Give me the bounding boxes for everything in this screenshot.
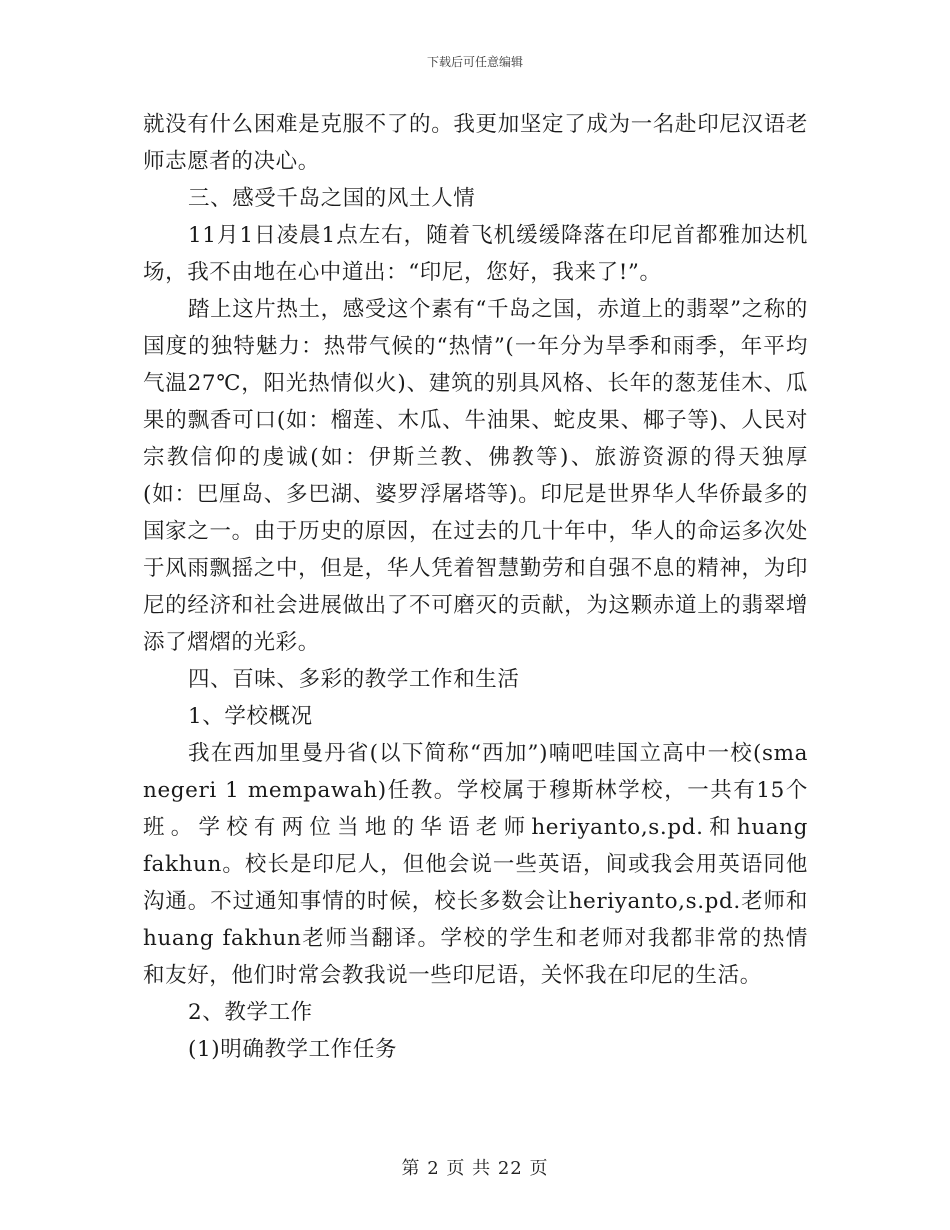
- page-footer: 第 2 页 共 22 页: [401, 1158, 549, 1179]
- subsection-heading: (1)明确教学工作任务: [188, 1037, 398, 1062]
- paragraph: 我在西加里曼丹省(以下简称“西加”)喃吧哇国立高中一校(sma negeri 1 mempawah)任教。学校属于穆斯林学校，一共有15个班。学校有两位当地的华语老师heriyanto,s.pd.和huang fakhun。校长是印尼人，但他会说一些英语，间或我会用英语同他沟通。不过通知事情的时候，校长多数会让heriyanto,s.pd.老师和huang fakhun老师当翻译。学校的学生和老师对我都非常的热情和友好，他们时常会教我说一些印尼语，关怀我在印尼的生活。: [143, 741, 808, 988]
- page-header: 下载后可任意编辑: [426, 55, 523, 69]
- section-heading: 三、感受千岛之国的风土人情: [188, 186, 476, 211]
- section-heading: 四、百味、多彩的教学工作和生活: [188, 667, 520, 692]
- subsection-heading: 2、教学工作: [188, 1000, 313, 1025]
- document-body: [143, 106, 808, 1068]
- paragraph: 踏上这片热土，感受这个素有“千岛之国，赤道上的翡翠”之称的国度的独特魅力：热带气候的“热情”(一年分为旱季和雨季，年平均气温27℃，阳光热情似火)、建筑的别具风格、长年的葱茏佳木、瓜果的飘香可口(如：榴莲、木瓜、牛油果、蛇皮果、椰子等)、人民对宗教信仰的虔诚(如：伊斯兰教、佛教等)、旅游资源的得天独厚(如：巴厘岛、多巴湖、婆罗浮屠塔等)。印尼是世界华人华侨最多的国家之一。由于历史的原因，在过去的几十年中，华人的命运多次处于风雨飘摇之中，但是，华人凭着智慧勤劳和自强不息的精神，为印尼的经济和社会进展做出了不可磨灭的贡献，为这颗赤道上的翡翠增添了熠熠的光彩。: [143, 297, 808, 655]
- paragraph: 11月1日凌晨1点左右，随着飞机缓缓降落在印尼首都雅加达机场，我不由地在心中道出：“印尼，您好，我来了!”。: [143, 223, 808, 285]
- paragraph: 就没有什么困难是克服不了的。我更加坚定了成为一名赴印尼汉语老师志愿者的决心。: [143, 112, 808, 174]
- subsection-heading: 1、学校概况: [188, 704, 313, 729]
